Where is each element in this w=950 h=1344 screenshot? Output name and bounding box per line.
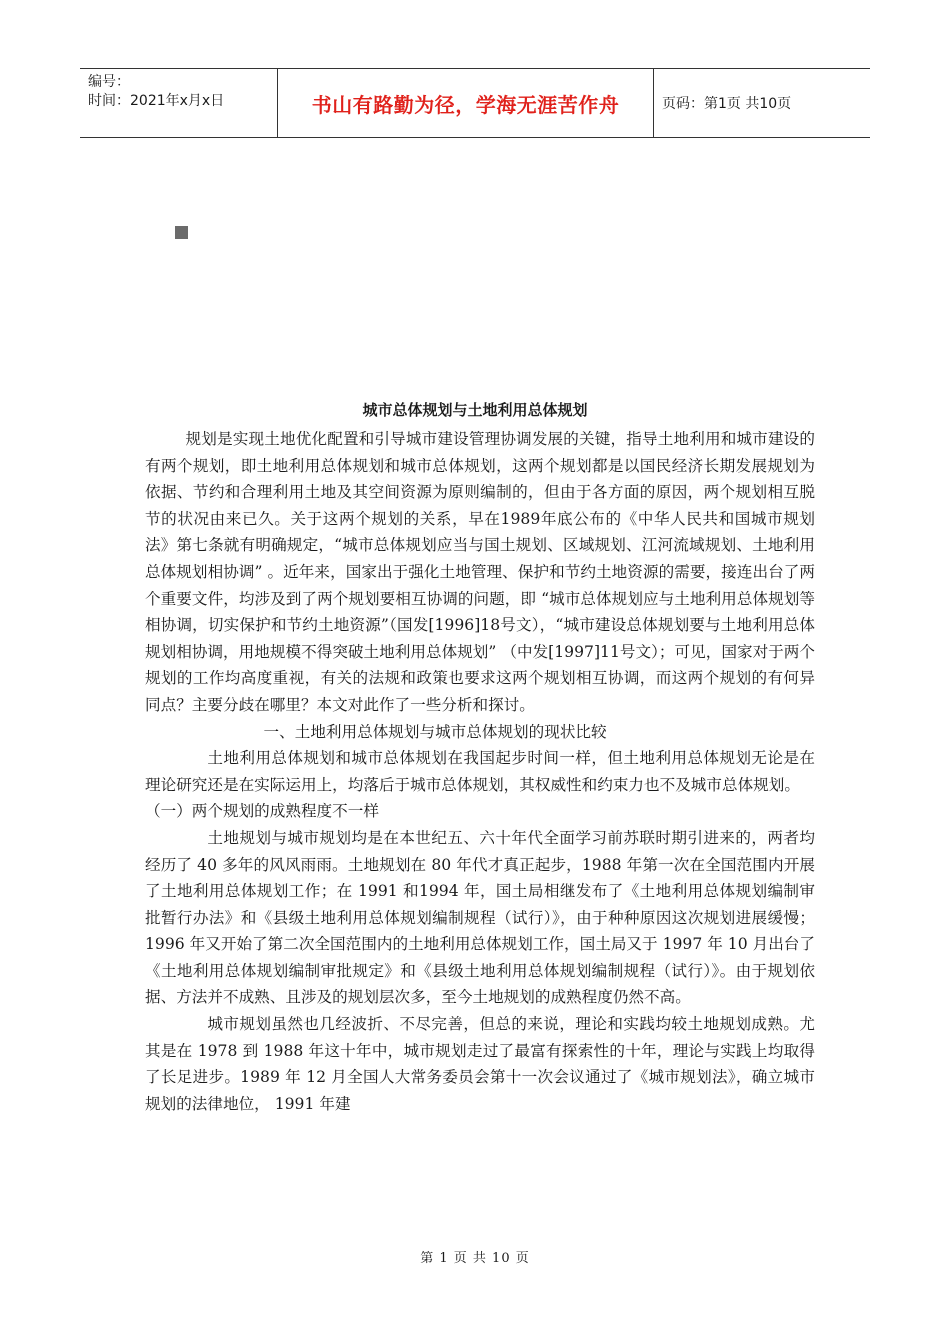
body-paragraph: 土地规划与城市规划均是在本世纪五、六十年代全面学习前苏联时期引进来的，两者均经历了 40 多年的风风雨雨。土地规划在 80 年代才真正起步，1988 年第一次在全国范围内开展了土地利用总体规划工作；在 1991 和1994 年，国土局相继发布了《土地利用总体规划编制审批暂行办法》和《县级土地利用总体规划编制规程（试行）》，由于种种原因这次规划进展缓慢；1996 年又开始了第二次全国范围内的土地利用总体规划工作，国土局又于 1997 年 10 月出台了《土地利用总体规划编制审批规定》和《县级土地利用总体规划编制规程（试行）》。由于规划依据、方法并不成熟、且涉及的规划层次多，至今土地规划的成熟程度仍然不高。 (145, 828, 815, 1007)
page-label: 页码：第1页 共10页 (662, 96, 792, 112)
document-body (145, 426, 815, 1117)
body-paragraph: 土地利用总体规划和城市总体规划在我国起步时间一样，但土地利用总体规划无论是在理论研究还是在实际运用上，均落后于城市总体规划，其权威性和约束力也不及城市总体规划。 (145, 749, 815, 794)
date-label: 时间：2021年x月x日 (88, 93, 225, 109)
number-label: 编号： (88, 74, 130, 90)
intro-paragraph: 规划是实现土地优化配置和引导城市建设管理协调发展的关键，指导土地利用和城市建设的有两个规划，即土地利用总体规划和城市总体规划，这两个规划都是以国民经济长期发展规划为依据、节约和合理利用土地及其空间资源为原则编制的，但由于各方面的原因，两个规划相互脱节的状况由来已久。关于这两个规划的关系，早在1989年底公布的《中华人民共和国城市规划法》第七条就有明确规定，“城市总体规划应当与国土规划、区域规划、江河流域规划、土地利用总体规划相协调” 。近年来，国家出于强化土地管理、保护和节约土地资源的需要，接连出台了两个重要文件，均涉及到了两个规划要相互协调的问题，即 “城市总体规划应与土地利用总体规划等相协调，切实保护和节约土地资源”（国发[1996]18号文），“城市建设总体规划要与土地利用总体规划相协调，用地规模不得突破土地利用总体规划” （中发[1997]11号文）；可见，国家对于两个规划的工作均高度重视，有关的法规和政策也要求这两个规划相互协调，而这两个规划的有何异同点？主要分歧在哪里？本文对此作了一些分析和探讨。 (145, 430, 815, 714)
header-page-cell (654, 69, 870, 137)
section-heading: 一、土地利用总体规划与城市总体规划的现状比较 (263, 722, 607, 741)
page-footer: 第 1 页 共 10 页 (420, 1251, 530, 1266)
square-bullet-icon (175, 226, 188, 239)
header-motto-cell (278, 69, 654, 137)
document-title: 城市总体规划与土地利用总体规划 (362, 401, 588, 419)
header-table (80, 68, 870, 138)
subsection-heading: （一）两个规划的成熟程度不一样 (145, 802, 379, 821)
motto-text: 书山有路勤为径，学海无涯苦作舟 (311, 92, 620, 117)
header-meta-cell (80, 69, 278, 137)
body-paragraph: 城市规划虽然也几经波折、不尽完善，但总的来说，理论和实践均较土地规划成熟。尤其是在 1978 到 1988 年这十年中，城市规划走过了最富有探索性的十年，理论与实践上均取得了长足进步。1989 年 12 月全国人大常务委员会第十一次会议通过了《城市规划法》，确立城市规划的法律地位， 1991 年建 (145, 1015, 815, 1113)
